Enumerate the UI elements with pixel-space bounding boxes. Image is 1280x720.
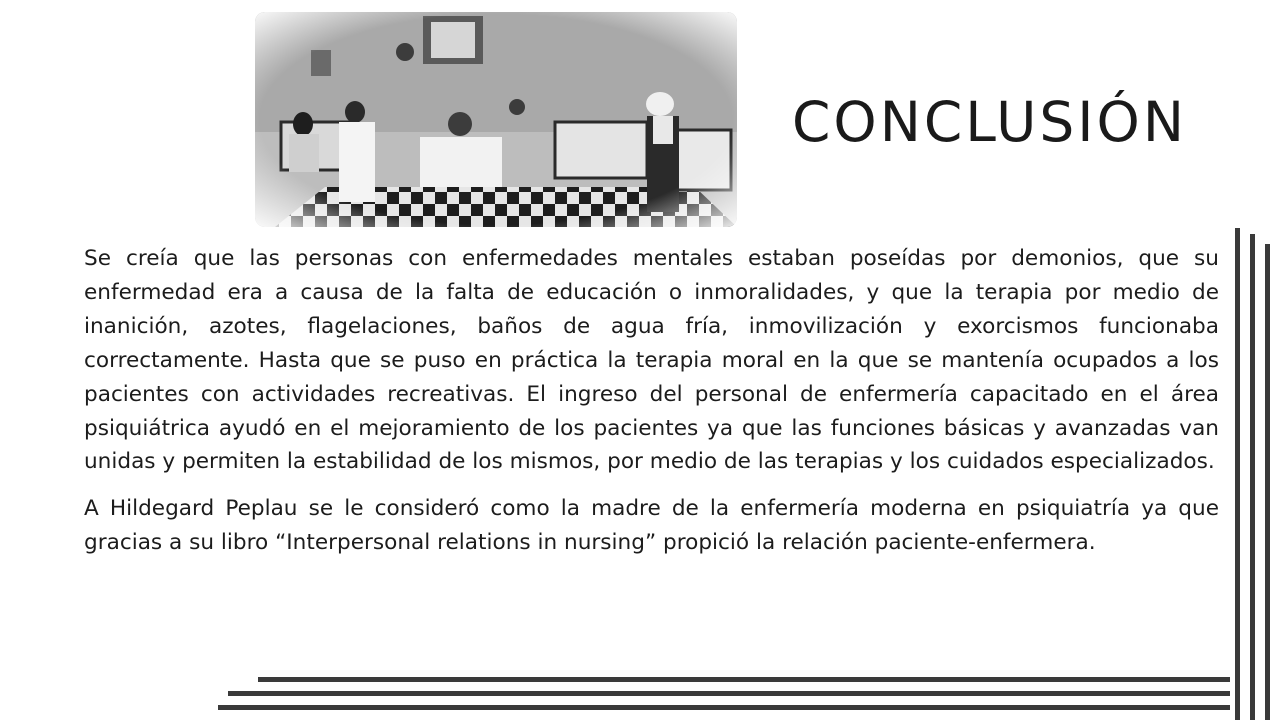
decorative-horizontal-line-1	[258, 677, 1230, 682]
decorative-horizontal-line-2	[228, 691, 1230, 696]
historical-ward-photo	[255, 12, 737, 227]
slide-body	[84, 242, 1219, 573]
conclusion-paragraph-2: A Hildegard Peplau se le consideró como la madre de la enfermería moderna en psiquiatría ya que gracias a su libro “Interpersonal relations in nursing” propició la relación paciente-enfermera.	[84, 496, 1219, 556]
decorative-horizontal-line-3	[218, 705, 1230, 710]
decorative-vertical-line-1	[1235, 228, 1240, 720]
slide-title: CONCLUSIÓN	[792, 90, 1187, 154]
decorative-vertical-line-2	[1250, 234, 1255, 720]
decorative-vertical-line-3	[1265, 244, 1270, 720]
conclusion-paragraph-1: Se creía que las personas con enfermedades mentales estaban poseídas por demonios, que su enfermedad era a causa de la falta de educación o inmoralidades, y que la terapia por medio de inanición, azotes, flagelaciones, baños de agua fría, inmovilización y exorcismos funcionaba correctamente. Hasta que se puso en práctica la terapia moral en la que se mantenía ocupados a los pacientes con actividades recreativas. El ingreso del personal de enfermería capacitado en el área psiquiátrica ayudó en el mejoramiento de los pacientes ya que las funciones básicas y avanzadas van unidas y permiten la estabilidad de los mismos, por medio de las terapias y los cuidados especializados.	[84, 246, 1219, 475]
